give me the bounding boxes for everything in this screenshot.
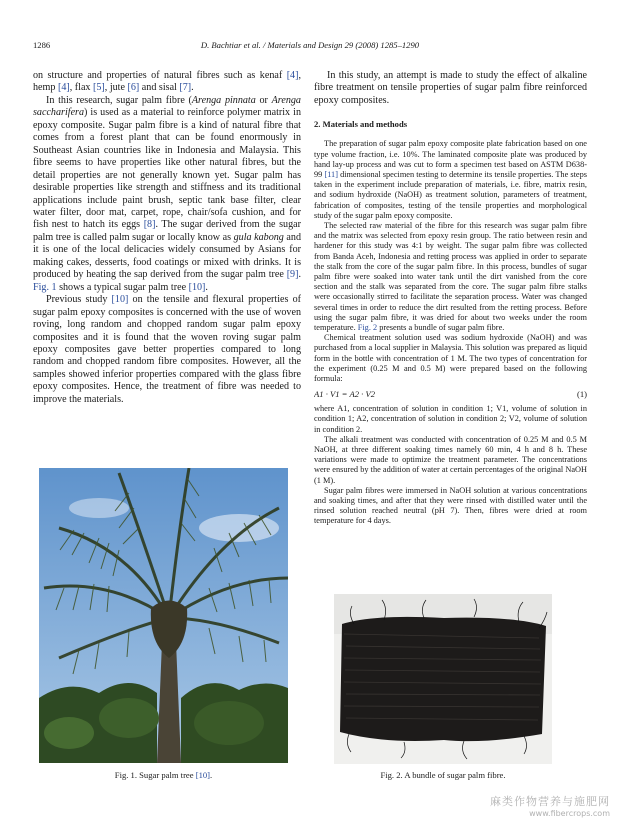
text-span: ) is used as a material to reinforce polymer matrix in epoxy composite. Sugar palm fibre is a kind of natural fibre that comes from a forest plant that can be found enormously in Southeast Asian countries like in Indonesia and Malaysia. This fibre seems to have properties like other natural fibres, but the detail properties are not generally known yet. Sugar palm has desirable properties like strength and stiffness and its traditional applications include paint brush, septic tank base filter, clear water filter, door mat, carpet, rope, chair/sofa cushion, and for fish nest to hatch its eggs: [33, 107, 301, 231]
running-title: D. Bachtiar et al. / Materials and Design 29 (2008) 1285–1290: [200, 40, 420, 50]
fibre-bundle-illustration: [334, 594, 552, 764]
citation-link[interactable]: [6]: [127, 82, 140, 94]
text-span: . The sugar derived from the sugar palm tree is called palm sugar or locally know as: [33, 219, 301, 243]
figure-1-caption: [39, 770, 288, 780]
citation-link[interactable]: [4]: [286, 70, 299, 81]
text-span: .: [205, 281, 208, 293]
text-span: on structure and properties of natural fibres such as kenaf: [33, 70, 287, 81]
figure-link[interactable]: Fig. 2: [357, 323, 378, 333]
paragraph-intro: In this study, an attempt is made to study the effect of alkaline fibre treatment on tensile properties of sugar palm fibre reinforced epoxy composites.: [314, 70, 587, 106]
text-span: dimensional specimen testing to determine its tensile properties. The steps taken in the experiment include preparation of materials, i.e. fibre, matrix resin, and sodium hydroxide (NaOH) as treatment solution, parameters of treatment, fabrication of composites, testing of the tensile properties and morphological study of the sugar palm epoxy composite.: [314, 169, 587, 220]
citation-link[interactable]: [5]: [93, 82, 105, 94]
left-column: [33, 70, 301, 470]
species-name: Arenga pinnata: [191, 94, 256, 106]
text-span: on the tensile and flexural properties of sugar palm epoxy composites is concerned with the use of woven roving, long random and chopped random sugar palm epoxy composites and it is found that the woven roving sugar palm epoxy composites gave better properties compared to long random and chopped random fibre composites. However, all the samples showed inferior properties compared with the glass fibre epoxy composites. Hence, the treatment of fibre was needed to improve the materials.: [33, 294, 301, 405]
fibre-bundle-photo: [334, 594, 552, 764]
paragraph-chemical-treatment: Chemical treatment solution used was sodium hydroxide (NaOH) and was purchased from a local supplier in Malaysia. This solution was prepared as liquid form in the bottle with concentration of 1 M. The two types of concentration for the experiment (0.25 M and 0.5 M) were prepared based on the following formula:: [314, 333, 587, 384]
figure-2-caption: Fig. 2. A bundle of sugar palm fibre.: [380, 770, 506, 780]
paragraph-preparation: [314, 139, 587, 221]
text-span: In this research, sugar palm fibre (: [46, 94, 192, 106]
figure-link[interactable]: Fig. 1: [33, 281, 57, 293]
citation-link[interactable]: [7]: [179, 82, 192, 94]
citation-link[interactable]: [8]: [143, 219, 156, 231]
equation-formula: A1 · V1 = A2 · V2: [314, 389, 376, 400]
species-name: Arenga saccharifera: [33, 94, 301, 119]
text-span: shows a typical sugar palm tree: [56, 281, 189, 293]
page-number: 1286: [33, 40, 51, 50]
text-span: and it is one of the local delicacies widely consumed by Asians for making cakes, desserts, food coatings or mixed with drinks. It is produced by heating the sap derived from the sugar palm tree: [33, 231, 301, 281]
text-span: Previous study: [46, 294, 112, 306]
paragraph-alkali: The alkali treatment was conducted with concentration of 0.25 M and 0.5 M NaOH, at three different soaking times namely 60 min, 4 h and 8 h. These variations were made to optimize the treatment parameter. The concentrations were ensured by the addition of water at certain percentages of the original NaOH (1 M).: [314, 434, 587, 485]
citation-link[interactable]: [10]: [195, 770, 211, 780]
palm-tree-illustration: [39, 468, 288, 763]
text-span: and sisal: [139, 82, 180, 94]
paragraph-continuation: [33, 70, 301, 95]
text-span: , hemp: [33, 70, 301, 94]
citation-link[interactable]: [4]: [57, 82, 70, 94]
local-term: gula kabong: [233, 231, 284, 243]
text-span: presents a bundle of sugar palm fibre.: [377, 323, 505, 333]
text-span: The preparation of sugar palm epoxy composite plate fabrication based on one type volume fraction, i.e. 10%. The laminated composite plate was produced by hand lay-up process and was cut to form a specimen test based on ASTM D638-99: [314, 139, 587, 179]
equation-number: (1): [576, 389, 587, 400]
paragraph-immersion: Sugar palm fibres were immersed in NaOH solution at various concentrations and soaking times, and after that they were rinsed with distilled water until the rinsed solution reached neutral (pH 7). Then, fibres were dried at room temperature for 4 days.: [314, 485, 587, 526]
paragraph-raw-material: [314, 221, 587, 333]
citation-link[interactable]: [10]: [188, 281, 206, 293]
sugar-palm-tree-photo: [39, 468, 288, 763]
caption-text: .: [210, 770, 213, 780]
text-span: .: [298, 269, 301, 281]
paragraph-research: [33, 95, 301, 294]
text-span: or: [255, 94, 272, 106]
equation: [314, 384, 587, 404]
caption-text: Fig. 1. Sugar palm tree: [114, 770, 196, 780]
page-header: [33, 40, 587, 54]
citation-link[interactable]: [9]: [286, 269, 299, 281]
watermark-url: www.fibercrops.com: [529, 809, 610, 818]
paragraph-where: where A1, concentration of solution in condition 1; V1, volume of solution in condition 1; A2, concentration of solution in condition 2; V2, volume of solution in condition 2.: [314, 404, 587, 434]
watermark-site-name: 麻类作物营养与施肥网: [490, 795, 610, 808]
right-column: [314, 70, 587, 590]
text-span: , flax: [69, 82, 93, 94]
watermark: [490, 793, 610, 818]
text-span: .: [191, 82, 194, 94]
text-span: The selected raw material of the fibre for this research was sugar palm fibre and the matrix was selected from epoxy resin group. The ratio between resin and hardener for this study was 4:1 by weight. The sugar palm fibre was collected from Banda Aceh, Indonesia and retting process was applied in order to separate the stalk from the core of the sugar palm fibre. In this process, bundles of sugar palm fibre were soaked into water tank until the dirt vanished from the core section and the stalk was separated from the core. The sugar palm fibre stalks were occasionally stirred to facilitate the separation process. Water was changed several times in order to reduce the dirt resulted from the retting process. Before using the sugar palm fibre, it was dried for about two weeks under the room temperature.: [314, 220, 587, 333]
paragraph-previous-study: [33, 294, 301, 406]
citation-link[interactable]: [11]: [324, 169, 338, 179]
section-heading: 2. Materials and methods: [314, 119, 408, 130]
text-span: , jute: [104, 82, 128, 94]
citation-link[interactable]: [10]: [111, 294, 129, 306]
